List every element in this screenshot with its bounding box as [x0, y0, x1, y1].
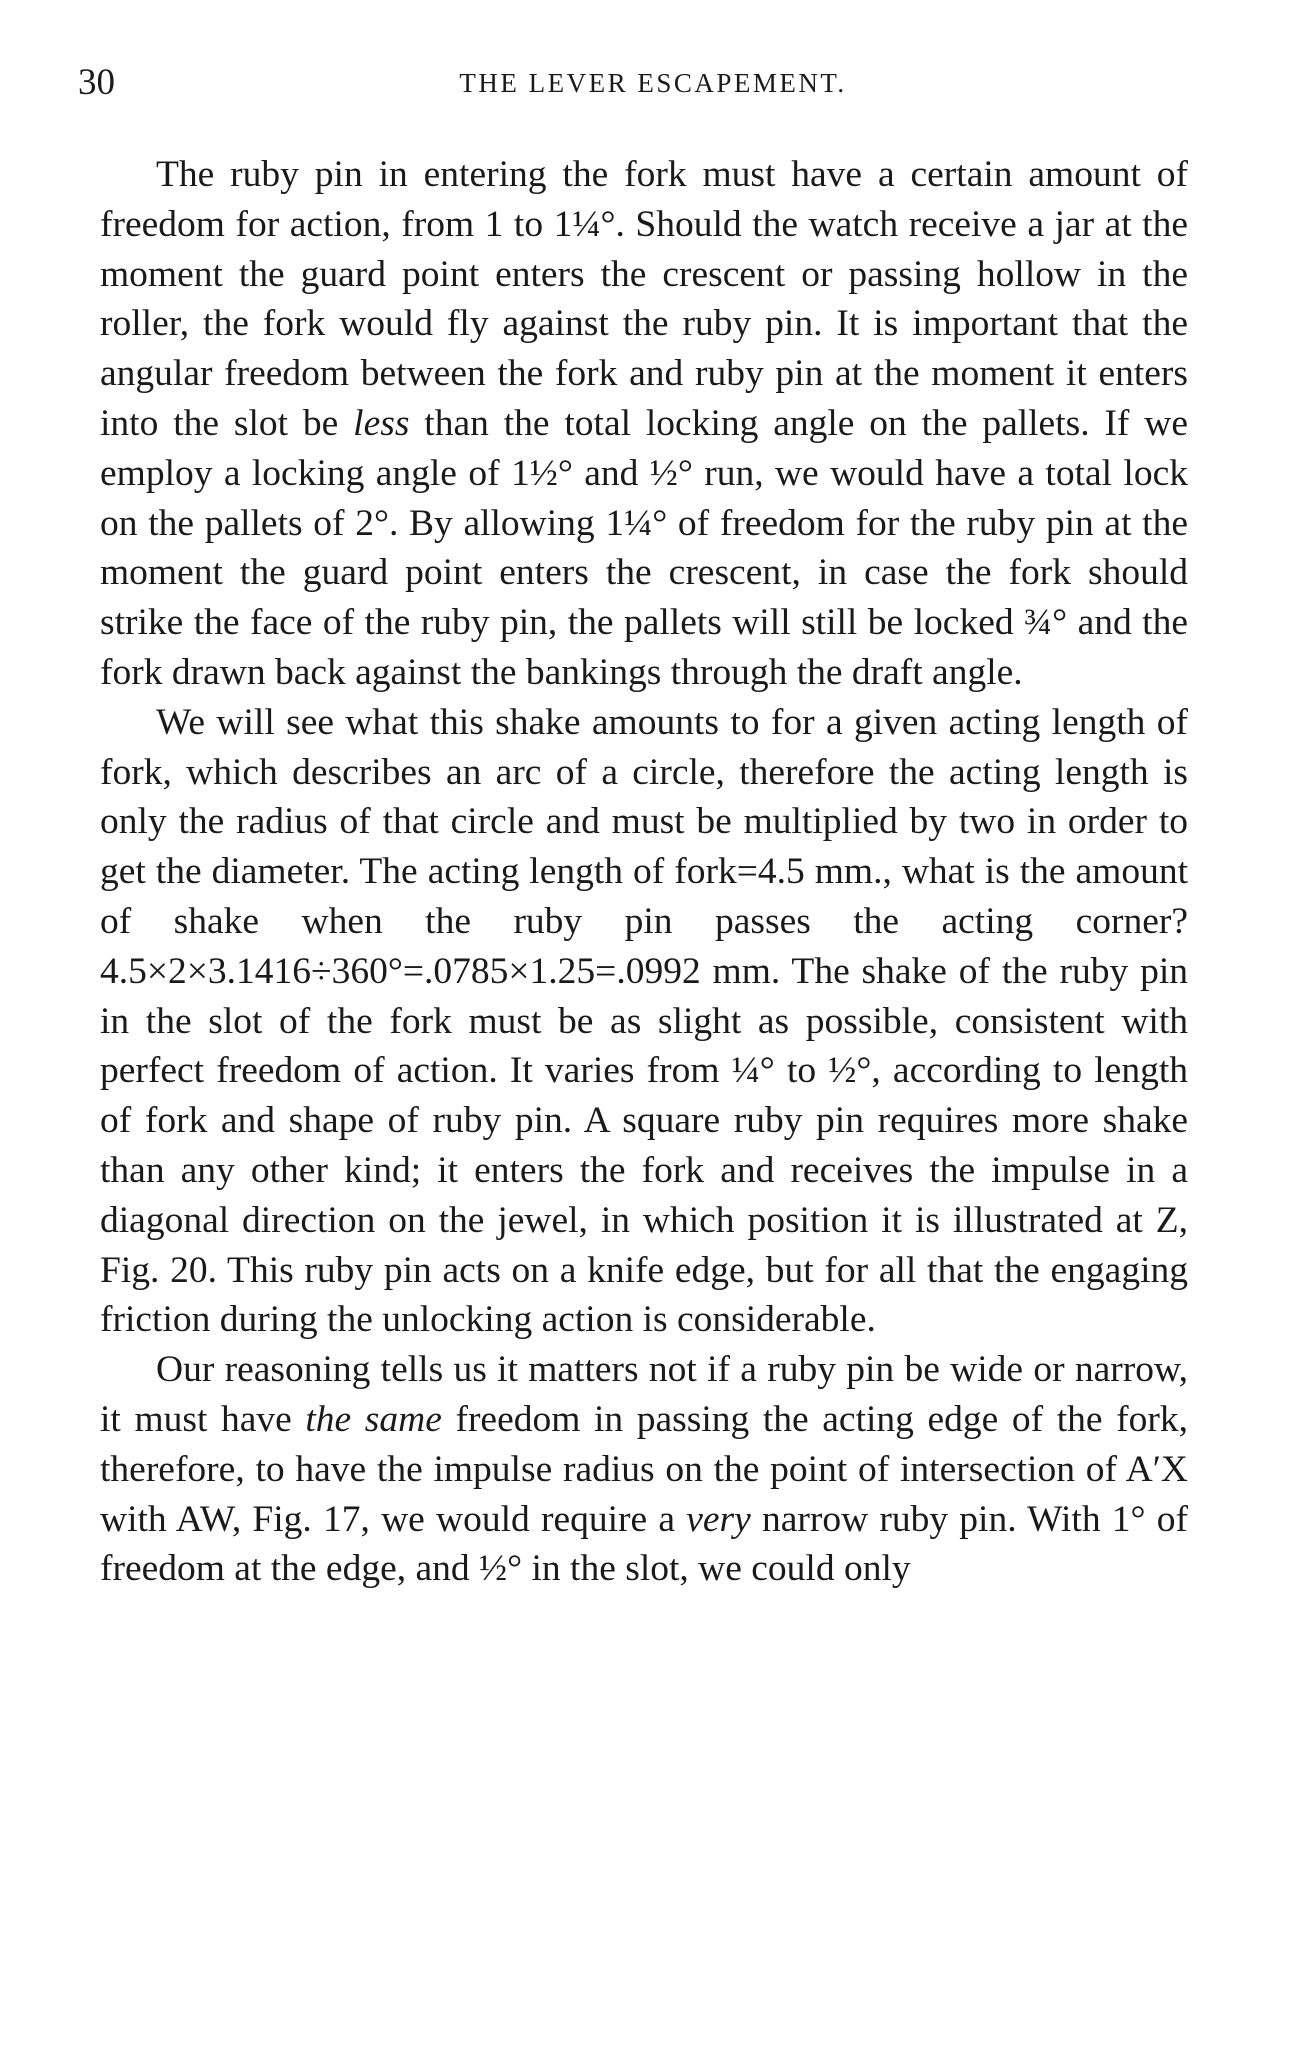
paragraph-3-text: Our reasoning tells us it matters not if a ruby pin be wide or narrow, it must have	[100, 1349, 1188, 1440]
italic-very: very	[686, 1498, 751, 1540]
page-number: 30	[78, 62, 115, 103]
paragraph-shake-amount: We will see what this shake amounts to for a given acting length of fork, which describes an arc of a circle, therefore the acting length is only the radius of that circle and must be multiplied by two in order to get the diameter. The acting length of fork=4.5 mm., what is the amount of shake when the ruby pin passes the acting corner? 4.5×2×3.1416÷360°=.0785×1.25=.0992 mm. The shake of the ruby pin in the slot of the fork must be as slight as possible, consistent with perfect freedom of action. It varies from ¼° to ½°, according to length of fork and shape of ruby pin. A square ruby pin requires more shake than any other kind; it enters the fork and receives the impulse in a diagonal direction on the jewel, in which position it is illustrated at Z, Fig. 20. This ruby pin acts on a knife edge, but for all that the engaging friction during the unlocking action is considerable.	[100, 701, 1188, 1341]
running-title: THE LEVER ESCAPEMENT.	[459, 68, 847, 98]
running-head	[78, 58, 1228, 108]
italic-less: less	[353, 402, 410, 444]
paragraph-3-text-end: narrow ruby pin. With 1° of freedom at the edge, and ½° in the slot, we could only	[100, 1498, 1188, 1590]
paragraph-ruby-pin-freedom	[100, 150, 1188, 698]
paragraph-1-text-cont: than the total locking angle on the pallets. If we employ a locking angle of 1½° and ½° run, we would have a total lock on the pallets of 2°. By allowing 1¼° of freedom for the ruby pin at the moment the guard point enters the crescent, in case the fork should strike the face of the ruby pin, the pallets will still be locked ¾° and the fork drawn back against the bankings through the draft angle.	[100, 402, 1188, 693]
paragraph-ruby-pin-width	[100, 1345, 1188, 1594]
paragraph-3-text-mid: freedom in passing the acting edge of the fork, therefore, to have the impulse radius on the point of intersection of A′X with AW, Fig. 17, we would require a	[100, 1398, 1188, 1540]
italic-the-same: the same	[305, 1398, 442, 1440]
body-text	[100, 150, 1188, 1594]
paragraph-1-text: The ruby pin in entering the fork must have a certain amount of freedom for action, from 1 to 1¼°. Should the watch receive a jar at the moment the guard point enters the crescent or passing hollow in the roller, the fork would fly against the ruby pin. It is important that the angular freedom between the fork and ruby pin at the moment it enters into the slot be	[100, 154, 1188, 444]
